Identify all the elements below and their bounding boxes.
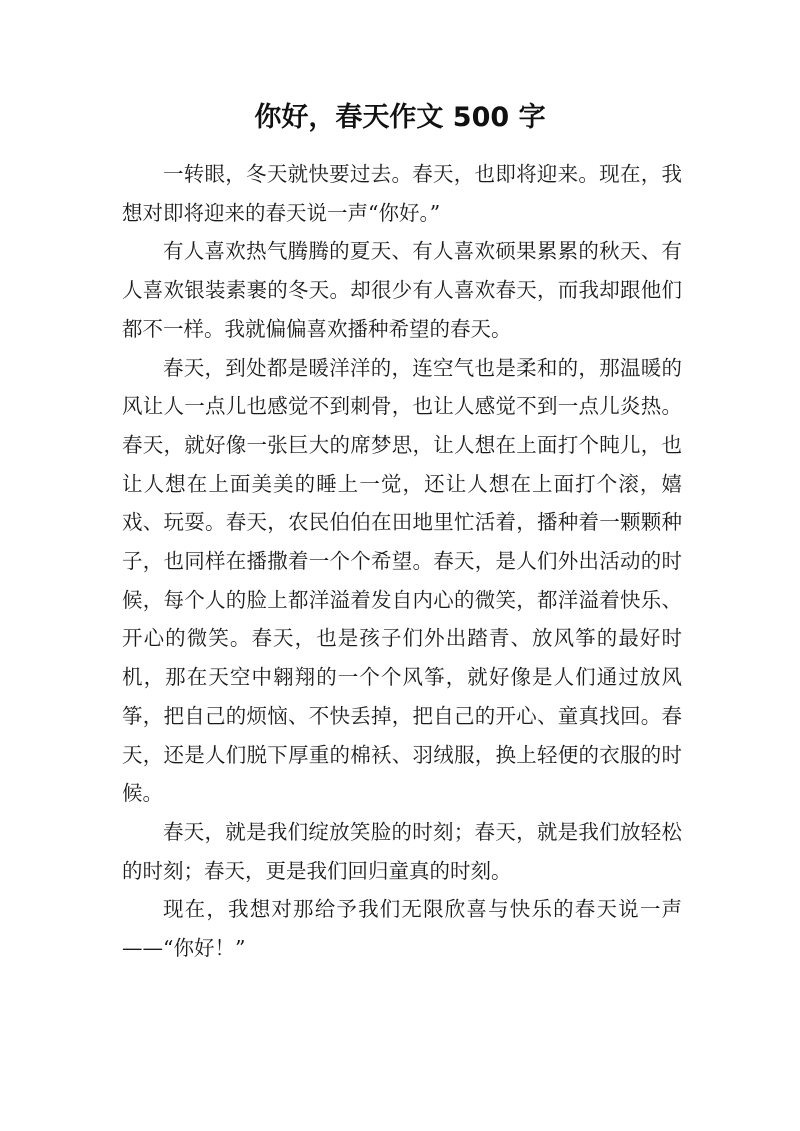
essay-body xyxy=(122,155,682,968)
paragraph-4: 春天，就是我们绽放笑脸的时刻；春天，就是我们放轻松的时刻；春天，更是我们回归童真的时刻。 xyxy=(122,819,682,883)
paragraph-2: 有人喜欢热气腾腾的夏天、有人喜欢硕果累累的秋天、有人喜欢银装素裹的冬天。却很少有人喜欢春天，而我却跟他们都不一样。我就偏偏喜欢播种希望的春天。 xyxy=(122,239,682,341)
paragraph-3: 春天，到处都是暖洋洋的，连空气也是柔和的，那温暖的风让人一点儿也感觉不到刺骨，也让人感觉不到一点儿炎热。春天，就好像一张巨大的席梦思，让人想在上面打个盹儿，也让人想在上面美美的睡上一觉，还让人想在上面打个滚，嬉戏、玩耍。春天，农民伯伯在田地里忙活着，播种着一颗颗种子，也同样在播撒着一个个希望。春天，是人们外出活动的时候，每个人的脸上都洋溢着发自内心的微笑，都洋溢着快乐、开心的微笑。春天，也是孩子们外出踏青、放风筝的最好时机，那在天空中翱翔的一个个风筝，就好像是人们通过放风筝，把自己的烦恼、不快丢掉，把自己的开心、童真找回。春天，还是人们脱下厚重的棉袄、羽绒服，换上轻便的衣服的时候。 xyxy=(122,355,682,806)
paragraph-1: 一转眼，冬天就快要过去。春天，也即将迎来。现在，我想对即将迎来的春天说一声“你好。” xyxy=(122,162,682,225)
paragraph-5: 现在，我想对那给予我们无限欣喜与快乐的春天说一声——“你好！” xyxy=(122,897,682,961)
page-title: 你好，春天作文 500 字 xyxy=(254,102,546,133)
